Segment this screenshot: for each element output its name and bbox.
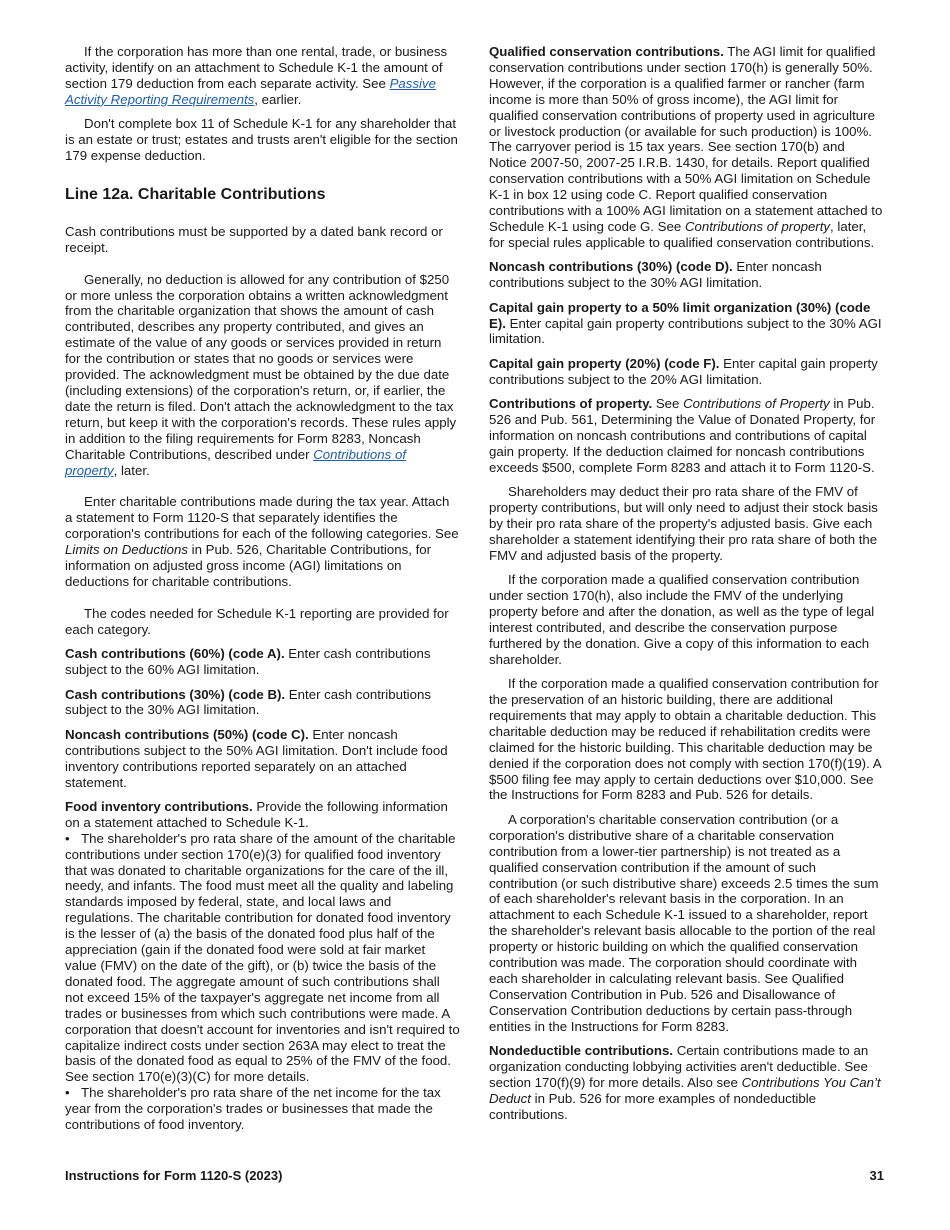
paragraph: The codes needed for Schedule K-1 reporting are provided for each category. bbox=[65, 605, 449, 637]
paragraph: Cash contributions (60%) (code A). Enter cash contributions subject to the 60% AGI limitation. bbox=[65, 646, 431, 678]
paragraph: Don't complete box 11 of Schedule K-1 for any shareholder that is an estate or trust; estates and trusts aren't eligible for the section 179 expense deduction. bbox=[65, 116, 458, 163]
page-number: 31 bbox=[869, 1168, 884, 1183]
paragraph: If the corporation made a qualified conservation contribution under section 170(h), also include the FMV of the underlying property before and after the donation, as well as the type of legal interest contributed, and describe the conservation purpose furthered by the donation. Give a copy of this information to each shareholder. bbox=[489, 572, 875, 667]
list-item: • The shareholder's pro rata share of the net income for the tax year from the corporation's trades or businesses that made the contributions of food inventory. bbox=[65, 1085, 441, 1133]
paragraph: Shareholders may deduct their pro rata share of the FMV of property contributions, but will only need to adjust their stock basis by their pro rata share of the property's adjusted basis. Give each shareholder a statement identifying their pro rata share of both the FMV and adjusted basis of the property. bbox=[489, 484, 878, 563]
paragraph: If the corporation has more than one rental, trade, or business activity, identify on an attachment to Schedule K-1 the amount of section 179 deduction from each separate activity. See Passive Activity Reporting Requirements, earlier. bbox=[65, 44, 448, 107]
paragraph: Noncash contributions (50%) (code C). Enter noncash contributions subject to the 50% AGI limitation. Don't include food inventory contributions reported separately on an attached statement. bbox=[65, 726, 448, 790]
left-column bbox=[65, 44, 460, 1133]
paragraph: Cash contributions must be supported by a dated bank record or receipt. bbox=[65, 223, 443, 255]
paragraph: Noncash contributions (30%) (code D). Enter noncash contributions subject to the 30% AGI limitation. bbox=[489, 259, 822, 291]
paragraph: Contributions of property. See Contributions of Property in Pub. 526 and Pub. 561, Determining the Value of Donated Property, for information on noncash contributions and contributions of capital gain property. If the deduction claimed for noncash contributions exceeds $500, complete Form 8283 and attach it to Form 1120-S. bbox=[489, 396, 876, 475]
paragraph: Capital gain property (20%) (code F). Enter capital gain property contributions subject to the 20% AGI limitation. bbox=[489, 355, 878, 387]
bullet-icon: • bbox=[65, 830, 70, 846]
section-heading: Line 12a. Charitable Contributions bbox=[65, 185, 326, 203]
contributions-of-property-link[interactable]: Contributions of property bbox=[65, 446, 407, 478]
paragraph: Nondeductible contributions. Certain contributions made to an organization conducting lobbying activities aren't deductible. See section 170(f)(9) for more details. Also see Contributions You Can’t Deduct in Pub. 526 for more examples of nondeductible contributions. bbox=[489, 1043, 881, 1122]
paragraph: If the corporation made a qualified conservation contribution for the preservation of an historic building, there are additional requirements that may apply to obtain a charitable deduction. This charitable deduction may be reduced if rehabilitation credits were claimed for the historic building. This charitable deduction may be denied if the corporation does not comply with section 170(f)(19). A $500 filing fee may apply to certain deductions over $10,000. See the Instructions for Form 8283 and Pub. 526 for details. bbox=[489, 676, 881, 803]
paragraph: Cash contributions (30%) (code B). Enter cash contributions subject to the 30% AGI limitation. bbox=[65, 686, 431, 718]
paragraph: Enter charitable contributions made during the tax year. Attach a statement to Form 1120-S that separately identifies the corporation's contributions for each of the following categories. See Limits on Deductions in Pub. 526, Charitable Contributions, for information on adjusted gross income (AGI) limitations on deductions for charitable contributions. bbox=[65, 494, 459, 589]
footer-title: Instructions for Form 1120-S (2023) bbox=[65, 1168, 283, 1183]
list-item: • The shareholder's pro rata share of the amount of the charitable contributions under section 170(e)(3) for qualified food inventory that was donated to charitable organizations for the care of the ill, needy, and infants. The food must meet all the quality and labeling standards imposed by federal, state, and local laws and regulations. The charitable contribution for donated food inventory is the lesser of (a) the basis of the donated food plus half of the appreciation (gain if the donated food were sold at fair market value (FMV) on the date of the gift), or (b) twice the basis of the donated food. The aggregate amount of such contributions shall not exceed 15% of the taxpayer's aggregate net income from all trades or businesses from which such contributions were made. A corporation that doesn't account for inventories and isn't required to capitalize indirect costs under section 263A may elect to treat the basis of the donated food as equal to 25% of the FMV of the food. See section 170(e)(3)(C) for more details. bbox=[65, 830, 460, 1085]
paragraph: Qualified conservation contributions. The AGI limit for qualified conservation contributions under section 170(h) is generally 50%. However, if the corporation is a qualified farmer or rancher (farm income is more than 50% of gross income), the AGI limit for qualified conservation contributions of property used in agriculture or livestock production (or available for such production) is 100%. The carryover period is 15 tax years. See section 170(b) and Notice 2007-50, 2007-25 I.R.B. 1430, for details. Report qualified conservation contributions with a 50% AGI limitation on Schedule K-1 in box 12 using code C. Report qualified conservation contributions with a 100% AGI limitation on a statement attached to Schedule K-1 using code G. See Contributions of property, later, for special rules applicable to qualified conservation contributions. bbox=[489, 44, 883, 250]
paragraph: Generally, no deduction is allowed for any contribution of $250 or more unless the corporation obtains a written acknowledgment from the charitable organization that shows the amount of cash contributed, describes any property contributed, and gives an estimate of the value of any goods or services provided in return for the contribution or states that no goods or services were provided. The acknowledgment must be obtained by the due date (including extensions) of the corporation's return, or, if earlier, the date the return is filed. Don't attach the acknowledgment to the tax return, but keep it with the corporation's records. These rules apply in addition to the filing requirements for Form 8283, Noncash Charitable Contributions, described under Contributions of property, later. bbox=[65, 271, 457, 478]
paragraph: Capital gain property to a 50% limit organization (30%) (code E). Enter capital gain property contributions subject to the 30% AGI limitation. bbox=[489, 299, 882, 347]
bullet-icon: • bbox=[65, 1085, 70, 1101]
passive-activity-link[interactable]: Passive Activity Reporting Requirements bbox=[65, 75, 436, 107]
paragraph: A corporation's charitable conservation contribution (or a corporation's distributive share of a charitable conservation contribution from a lower-tier partnership) is not treated as a qualified conservation contribution if the amount of such contribution (or such distributive share) exceeds 2.5 times the sum of each shareholder's relevant basis in the corporation. In an attachment to each Schedule K-1 issued to a shareholder, report the shareholder's relevant basis allocable to the portion of the real property or historic building on which the qualified conservation contribution was made. The corporation should coordinate with each shareholder in calculating relevant basis. See Qualified Conservation Contribution in Pub. 526 and Disallowance of Conservation Contribution deductions by certain pass-through entities in the Instructions for Form 8283. bbox=[489, 811, 879, 1034]
paragraph: Food inventory contributions. Provide the following information on a statement attached to Schedule K-1. bbox=[65, 798, 448, 830]
right-column bbox=[489, 44, 885, 1131]
